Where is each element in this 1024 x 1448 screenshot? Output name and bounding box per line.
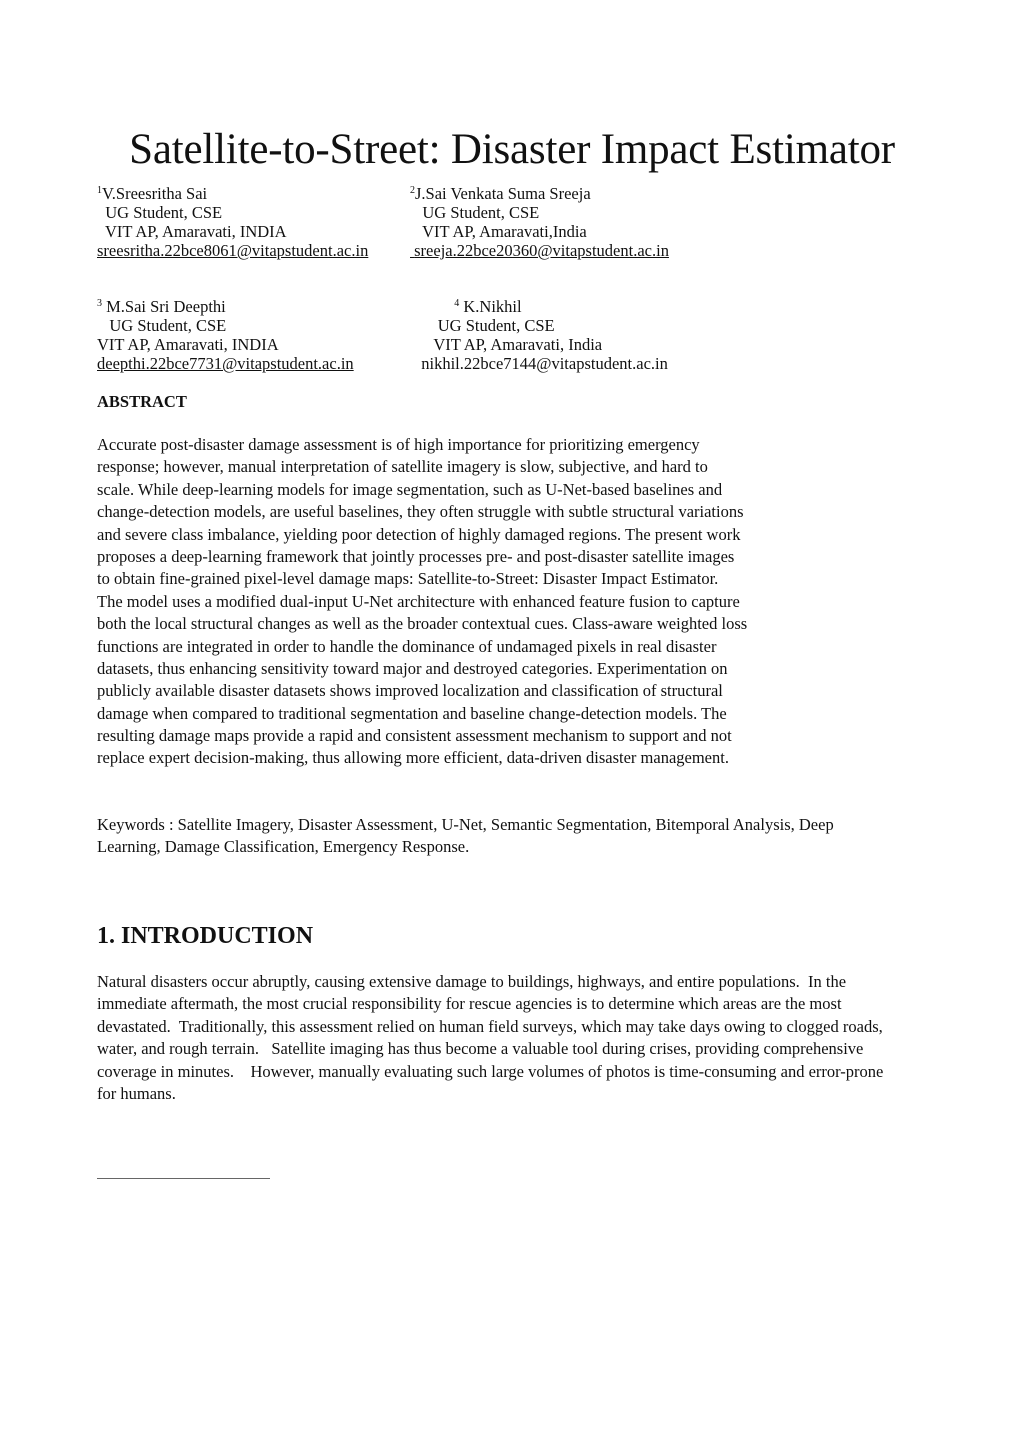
author-name-line xyxy=(97,297,354,316)
introduction-line: water, and rough terrain. Satellite imaging has thus become a valuable tool during crises, providing comprehensive xyxy=(97,1039,864,1059)
introduction-text xyxy=(97,971,927,1105)
abstract-line: replace expert decision-making, thus allowing more efficient, data-driven disaster management. xyxy=(97,748,729,768)
author-email-link[interactable]: deepthi.22bce7731@vitapstudent.ac.in xyxy=(97,354,354,373)
abstract-line: response; however, manual interpretation of satellite imagery is slow, subjective, and hard to xyxy=(97,457,708,477)
abstract-line: functions are integrated in order to handle the dominance of undamaged pixels in real disaster xyxy=(97,636,717,656)
author-email-link[interactable]: sreesritha.22bce8061@vitapstudent.ac.in xyxy=(97,241,369,260)
abstract-line: both the local structural changes as well as the broader contextual cues. Class-aware weighted loss xyxy=(97,614,748,634)
author-email: nikhil.22bce7144@vitapstudent.ac.in xyxy=(421,354,668,373)
author-number: 2 xyxy=(410,185,415,196)
abstract-line: datasets, thus enhancing sensitivity toward major and destroyed categories. Experimentation on xyxy=(97,658,728,678)
keywords xyxy=(97,814,897,859)
introduction-line: for humans. xyxy=(97,1083,176,1103)
author-role: UG Student, CSE xyxy=(109,316,227,335)
author-affiliation: VIT AP, Amaravati, India xyxy=(433,335,603,354)
introduction-line: immediate aftermath, the most crucial responsibility for rescue agencies is to determine which areas are the most xyxy=(97,994,842,1014)
introduction-line: devastated. Traditionally, this assessment relied on human field surveys, which may take days owing to clogged roads, xyxy=(97,1016,883,1036)
abstract-line: proposes a deep-learning framework that jointly processes pre- and post-disaster satellite images xyxy=(97,546,735,566)
author-name-line xyxy=(413,297,668,316)
author-name: V.Sreesritha Sai xyxy=(102,184,208,203)
abstract-line: change-detection models, are useful baselines, they often struggle with subtle structural variations xyxy=(97,502,744,522)
abstract-line: resulting damage maps provide a rapid and consistent assessment mechanism to support and not xyxy=(97,726,732,746)
author-block-4 xyxy=(413,297,668,373)
author-role: UG Student, CSE xyxy=(105,203,223,222)
abstract-text xyxy=(97,434,787,770)
author-email-link[interactable]: sreeja.22bce20360@vitapstudent.ac.in xyxy=(414,241,669,260)
abstract-line: scale. While deep-learning models for image segmentation, such as U-Net-based baselines and xyxy=(97,479,723,499)
author-name: M.Sai Sri Deepthi xyxy=(102,297,226,316)
author-name-line xyxy=(410,184,669,203)
author-block-3 xyxy=(97,297,354,373)
abstract-line: publicly available disaster datasets shows improved localization and classification of structural xyxy=(97,681,723,701)
introduction-line: Natural disasters occur abruptly, causing extensive damage to buildings, highways, and entire populations. In the xyxy=(97,972,847,991)
paper-title: Satellite-to-Street: Disaster Impact Estimator xyxy=(129,125,895,173)
author-block-2 xyxy=(410,184,669,260)
author-role: UG Student, CSE xyxy=(437,316,555,335)
abstract-line: The model uses a modified dual-input U-Net architecture with enhanced feature fusion to capture xyxy=(97,591,740,611)
author-role: UG Student, CSE xyxy=(422,203,540,222)
abstract-line: Accurate post-disaster damage assessment is of high importance for prioritizing emergency xyxy=(97,435,700,454)
author-name-line xyxy=(97,184,368,203)
author-number: 3 xyxy=(97,298,102,309)
keywords-line: Keywords : Satellite Imagery, Disaster Assessment, U-Net, Semantic Segmentation, Bitemporal Analysis, Deep xyxy=(97,815,834,834)
introduction-line: coverage in minutes. However, manually evaluating such large volumes of photos is time-consuming and error-prone xyxy=(97,1061,884,1081)
abstract-line: to obtain fine-grained pixel-level damage maps: Satellite-to-Street: Disaster Impact Estimator. xyxy=(97,569,719,589)
author-affiliation: VIT AP, Amaravati, INDIA xyxy=(97,335,279,354)
author-affiliation: VIT AP, Amaravati,India xyxy=(422,222,587,241)
author-name: K.Nikhil xyxy=(459,297,522,316)
author-number: 1 xyxy=(97,185,102,196)
abstract-line: and severe class imbalance, yielding poor detection of highly damaged regions. The present work xyxy=(97,524,741,544)
abstract-line: damage when compared to traditional segmentation and baseline change-detection models. The xyxy=(97,703,727,723)
author-block-1 xyxy=(97,184,368,260)
abstract-heading: ABSTRACT xyxy=(97,392,187,411)
author-name: J.Sai Venkata Suma Sreeja xyxy=(415,184,591,203)
author-number: 4 xyxy=(454,298,460,309)
section-heading-introduction: 1. INTRODUCTION xyxy=(97,923,314,949)
author-affiliation: VIT AP, Amaravati, INDIA xyxy=(104,222,287,241)
keywords-line: Learning, Damage Classification, Emergency Response. xyxy=(97,837,470,857)
footnote-divider xyxy=(97,1178,270,1179)
